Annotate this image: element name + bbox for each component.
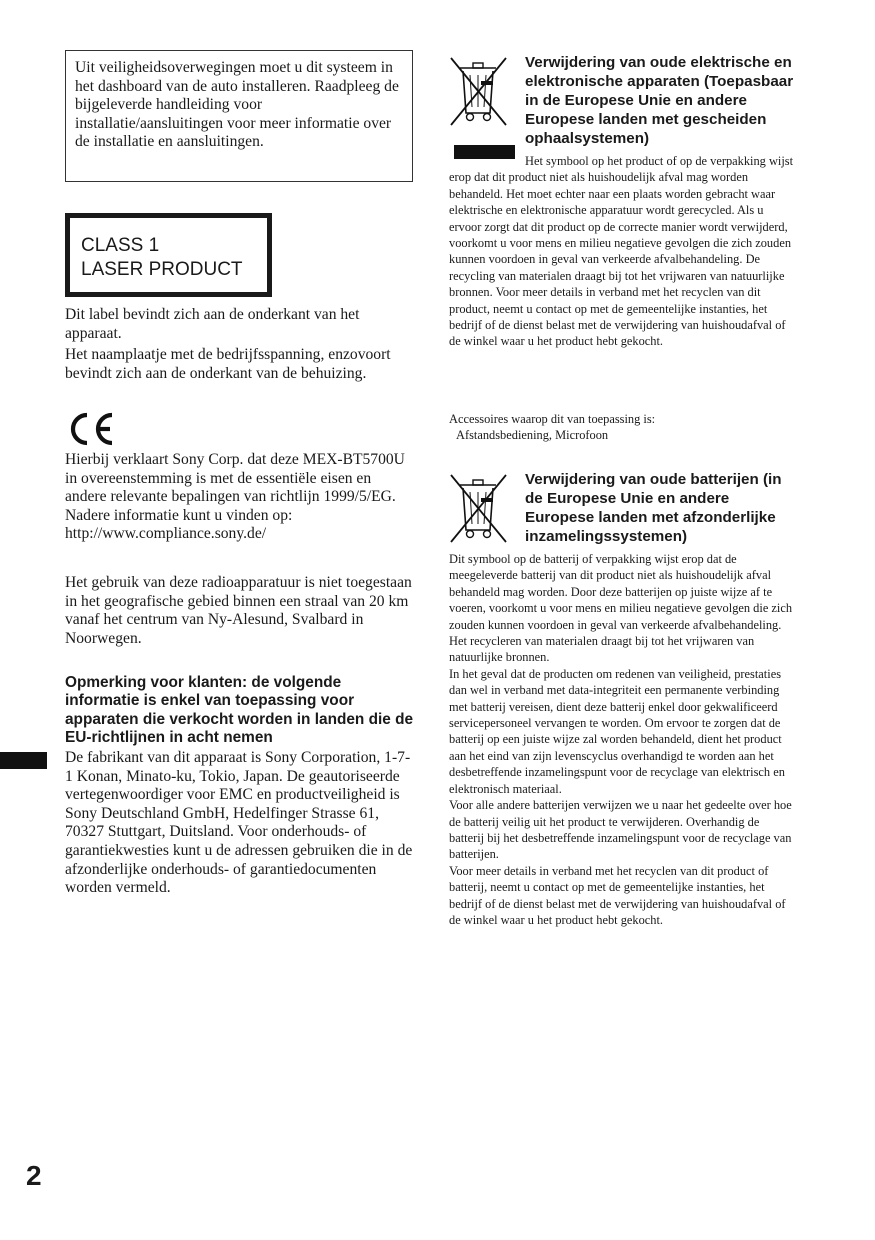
battery-paragraph-4: Voor meer details in verband met het recyclen van dit product of batterij, neemt u contact op met de gemeentelijke instanties, het bedrijf of de dienst belast met de verwijdering van huishoudafval of de winkel waar u het product hebt gekocht. — [449, 863, 786, 927]
eu-notice-heading: Opmerking voor klanten: de volgende informatie is enkel van toepassing voor apparaten die verkocht worden in landen die de EU-richtlijnen in acht nemen — [65, 674, 414, 747]
installation-notice-box — [65, 50, 413, 182]
laser-label-line1: CLASS 1 — [81, 235, 160, 256]
ce-mark-text: CE — [66, 411, 68, 412]
weee-heading: Verwijdering van oude elektrische en elektronische apparaten (Toepasbaar in de Europese Unie en andere Europese landen met gescheiden ophaalsystemen) — [525, 54, 794, 147]
laser-label-line2: LASER PRODUCT — [81, 259, 243, 280]
battery-heading: Verwijdering van oude batterijen (in de Europese Unie en andere Europese landen met afzonderlijke inzamelingssystemen) — [525, 471, 782, 545]
crossed-bin-icon — [448, 55, 510, 129]
declaration-info-text: Nadere informatie kunt u vinden op: — [65, 506, 293, 524]
ce-mark-icon — [66, 411, 116, 447]
battery-body — [449, 551, 794, 928]
declaration-text: Hierbij verklaart Sony Corp. dat deze MEX-BT5700U in overeenstemming is met de essentiële eisen en andere relevante bepalingen van richtlijn 1999/5/EG. — [65, 451, 405, 506]
battery-paragraph-3: Voor alle andere batterijen verwijzen we u naar het gedeelte over hoe de batterij veilig uit het product te verwijderen. Overhandig de batterij bij het desbetreffende inzamelingspunt voor de recyclage van batterijen. — [449, 798, 792, 862]
page-number: 2 — [26, 1160, 42, 1191]
battery-paragraph-2: In het geval dat de producten om redenen van veiligheid, prestaties dan wel in verband met data-integriteit een permanente verbinding met batterij vereisen, dient deze batterij enkel door gekwalificeerd servicepersoneel vervangen te worden. Om ervoor te zorgen dat de batterij op een juiste wijze zal worden behandeld, dient het product aan het eind van zijn levenscyclus overhandigd te worden aan het desbetreffende inzamelingspunt voor de recyclage van elektrisch en elektronisch materiaal. — [449, 666, 785, 796]
installation-notice-text: Uit veiligheidsoverwegingen moet u dit systeem in het dashboard van de auto installeren. Raadpleeg de bijgeleverde handleiding voor installatie/aansluitingen voor meer informatie over de installatie en aansluitingen. — [75, 59, 399, 151]
accessories-list: Afstandsbediening, Microfoon — [456, 428, 609, 443]
radio-restriction-text: Het gebruik van deze radioapparatuur is niet toegestaan in het geografische gebied binnen een straal van 20 km vanaf het centrum van Ny-Alesund, Svalbard in Noorwegen. — [65, 574, 412, 647]
accessories-intro: Accessoires waarop dit van toepassing is: — [449, 412, 656, 426]
declaration-block — [65, 451, 415, 544]
battery-paragraph-1: Dit symbool op de batterij of verpakking wijst erop dat de meegeleverde batterij van dit product niet als huishoudelijk afval behandeld mag worden. Door deze batterijen op juiste wijze af te voeren, voorkomt u voor mens en milieu negatieve gevolgen die zich zouden kunnen voordoen in geval van verkeerde afvalbehandeling. Het recycleren van materialen draagt bij tot het vrijwaren van natuurlijke bronnen. — [449, 552, 793, 665]
nameplate-location-text: Het naamplaatje met de bedrijfsspanning, enzovoort bevindt zich aan de onderkant van de behuizing. — [65, 346, 391, 382]
label-location-text: Dit label bevindt zich aan de onderkant van het apparaat. — [65, 306, 360, 342]
laser-label-inner — [70, 218, 267, 292]
compliance-url: http://www.compliance.sony.de/ — [65, 525, 267, 543]
accessories-block — [449, 411, 794, 444]
weee-body: Het symbool op het product of op de verpakking wijst erop dat dit product niet als huishoudelijk afval mag worden behandeld. Het moet echter naar een plaats worden gebracht waar elektrische en elektronische apparatuur wordt gerecycled. Als u ervoor zorgt dat dit product op de correcte manier wordt verwijderd, voorkomt u voor mens en milieu negatieve gevolgen die zich zouden kunnen voordoen in geval van verkeerde afvalbehandeling. De recycling van materialen draagt bij tot het vrijwaren van natuurlijke bronnen. Voor meer details in verband met het recyclen van dit product, neemt u contact op met de gemeentelijke instanties, het bedrijf of de dienst belast met de verwijdering van huishoudafval of de winkel waar u het product hebt gekocht. — [449, 154, 794, 349]
laser-product-label — [65, 213, 272, 297]
eu-notice-body: De fabrikant van dit apparaat is Sony Corporation, 1-7-1 Konan, Minato-ku, Tokio, Japan. De geautoriseerde vertegenwoordiger voor EMC en productveiligheid is Sony Deutschland GmbH, Hedelfinger Strasse 61, 70327 Stuttgart, Duitsland. Voor onderhouds- of garantiekwesties kunt u de adressen gebruiken die in de afzonderlijke onderhouds- of garantiedocumenten worden vermeld. — [65, 749, 413, 897]
crossed-battery-bin-icon — [448, 472, 510, 546]
section-tab-marker — [0, 752, 47, 769]
